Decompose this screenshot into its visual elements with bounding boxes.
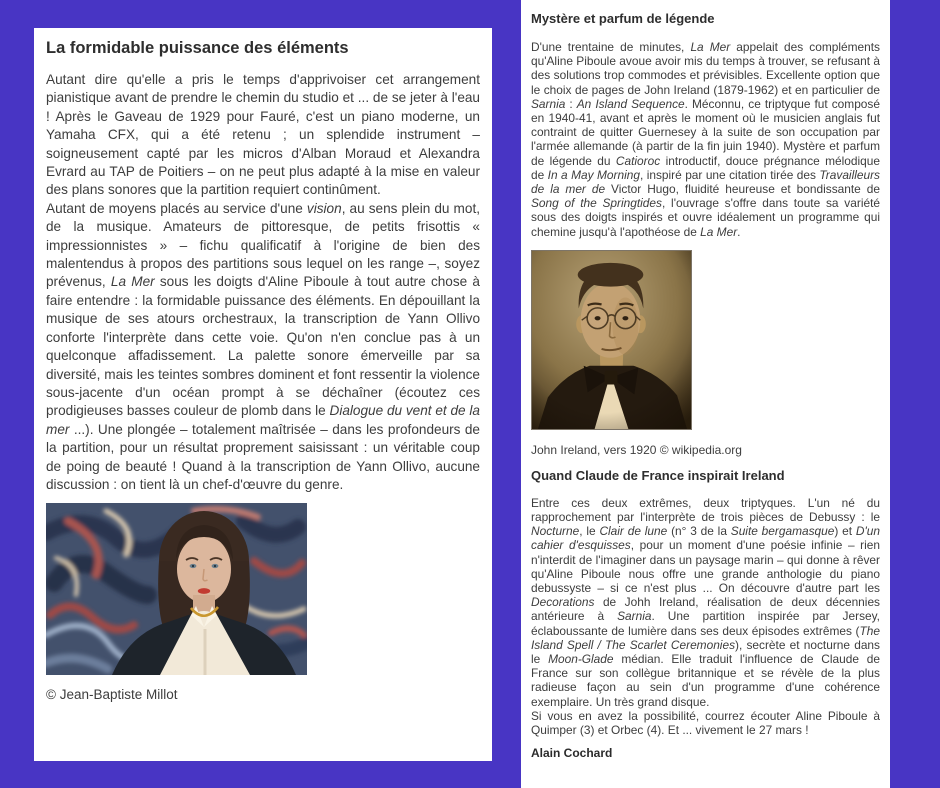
article-paragraph: Si vous en avez la possibilité, courrez écouter Aline Piboule à Quimper (3) et Orbec (4). Et ... vivement le 27 mars ! (531, 708, 880, 738)
article-paragraph: Autant de moyens placés au service d'une vision, au sens plein du mot, de la musique. Amateurs de pittoresque, de petits frisottis « impressionnistes » – fichu qualificatif à l'origine de bien des malentendus à propos des partitions sous lequel on les range –, soyez prévenus, La Mer sous les doigts d'Aline Piboule à tout autre chose à faire entendre : la formidable puissance des éléments. En dépouillant la musique de ses atours orchestraux, la transcription de Yann Ollivo conforte l'interprète dans cette voie. Qu'on n'en conclue pas à un quelconque affadissement. La palette sonore émerveille par sa diversité, mais les teintes sombres dominent et font ressentir la violence sous-jacente d'un océan prompt à se déchaîner (écoutez ces prodigieuses basses couleur de plomb dans le Dialogue du vent et de la mer ...). Une plongée – totalement maîtrisée – dans les profondeurs de la partition, pour un résultat proprement saisissant : un véritable coup de poing de beauté ! Quand à la transcription de Yann Ollivo, aucune discussion : on tient là un chef-d'œuvre du genre. (46, 200, 480, 492)
article-card-left (34, 28, 492, 761)
article-paragraph: Entre ces deux extrêmes, deux triptyques. L'un né du rapprochement par l'interprète de trois pièces de Debussy : le Nocturne, le Clair de lune (n° 3 de la Suite bergamasque) et D'un cahier d'esquisses, pour un moment d'une poésie infinie – rien n'interdit de l'imaginer dans un paysage marin – qui donne à rêver qu'Aline Piboule nous offre une grande anthologie du piano debussyste – si ce n'est plus ... On découvre d'autre part les Decorations de Johh Ireland, réalisation de deux décennies antérieure à Sarnia. Une partition inspirée par Jersey, éclaboussante de lumière dans ses deux épisodes extrêmes (The Island Spell / The Scarlet Ceremonies), secrète et nocturne dans le Moon-Glade médian. Elle traduit l'influence de Claude de France sur son collègue britannique et se révèle de la plus radieuse façon au sein d'un programme d'une cohérence exemplaire. Un très grand disque. (531, 495, 881, 709)
john-ireland-photo-illustration (532, 251, 691, 429)
section-heading: Mystère et parfum de légende (531, 11, 715, 26)
author-byline: Alain Cochard (531, 746, 613, 761)
section-heading: Quand Claude de France inspirait Ireland (531, 467, 785, 483)
article-title: La formidable puissance des éléments (46, 39, 349, 57)
article-paragraph: Autant dire qu'elle a pris le temps d'apprivoiser cet arrangement pianistique avant de prendre le chemin du studio et ... de se jeter à l'eau ! Après le Gaveau de 1929 pour Fauré, c'est un piano moderne, un Yamaha CFX, qui a été retenu ; un splendide instrument – soigneusement capté par les micros d'Alban Moraud et Alexandra Evrard au TAP de Poitiers – on ne peut plus adapté à la mise en valeur des plans sonores que la partition requiert continûment. (46, 72, 480, 198)
article-paragraph: D'une trentaine de minutes, La Mer appelait des compléments qu'Aline Piboule avoue avoir mis du temps à trouver, se refusant à des solutions trop commodes et prévisibles. Excellente option que le choix de pages de John Ireland (1879-1962) et en particulier de Sarnia : An Island Sequence. Méconnu, ce triptyque fut composé en 1940-41, avant et après le moment où le musicien anglais fut contraint de quitter Guernesey à la suite de son occupation par l'armée allemande (à partir de la fin juin 1940). Mystère et parfum de légende du Catioroc introductif, douce prégnance mélodique de In a May Morning, inspiré par une citation tirée des Travailleurs de la mer de Victor Hugo, fluidité heureuse et bondissante de Song of the Springtides, l'ouvrage s'offre dans toute sa variété sous des doigts inspirés et ouvre idéalement un programme qui chemine jusqu'à l'apothéose de La Mer. (531, 40, 881, 239)
photo-credit: © Jean-Baptiste Millot (46, 687, 178, 703)
aline-piboule-photo-illustration (46, 503, 307, 675)
photo-caption: John Ireland, vers 1920 © wikipedia.org (531, 442, 742, 457)
aline-piboule-photo (46, 503, 307, 675)
article-card-right (521, 0, 890, 788)
john-ireland-photo (531, 250, 692, 430)
